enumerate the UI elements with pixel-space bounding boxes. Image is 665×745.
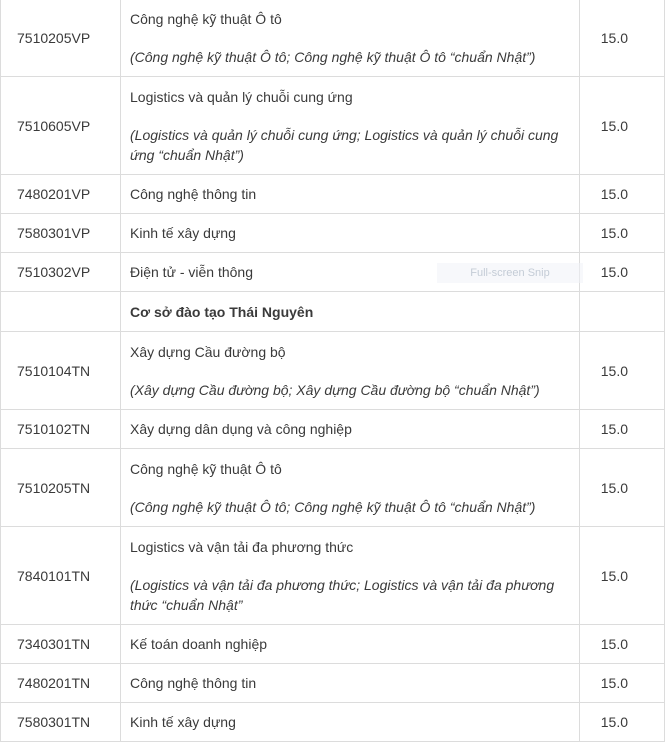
admission-score: 15.0 bbox=[580, 703, 665, 742]
program-name-cell bbox=[121, 77, 580, 175]
section-score-cell bbox=[580, 292, 665, 332]
program-name-cell bbox=[121, 527, 580, 625]
table-row bbox=[1, 664, 665, 703]
program-code: 7480201TN bbox=[1, 664, 121, 703]
program-name-cell bbox=[121, 214, 580, 253]
admission-score: 15.0 bbox=[580, 0, 665, 77]
admission-score: 15.0 bbox=[580, 175, 665, 214]
program-name: Điện tử - viễn thông bbox=[130, 264, 253, 280]
program-variants: (Logistics và vận tải đa phương thức; Logistics và vận tải đa phương thức “chuẩn Nhật” bbox=[130, 576, 555, 613]
program-code: 7510205VP bbox=[1, 0, 121, 77]
table-row bbox=[1, 175, 665, 214]
table-row bbox=[1, 332, 665, 410]
table-row bbox=[1, 449, 665, 527]
program-name-cell bbox=[121, 625, 580, 664]
program-variants: (Công nghệ kỹ thuật Ô tô; Công nghệ kỹ thuật Ô tô “chuẩn Nhật”) bbox=[130, 498, 536, 515]
admission-score: 15.0 bbox=[580, 449, 665, 527]
program-name: Logistics và quản lý chuỗi cung ứng bbox=[130, 88, 353, 105]
admission-score: 15.0 bbox=[580, 625, 665, 664]
program-name: Kế toán doanh nghiệp bbox=[130, 636, 268, 652]
program-name-cell bbox=[121, 703, 580, 742]
program-name: Logistics và vận tải đa phương thức bbox=[130, 538, 354, 555]
table-row bbox=[1, 253, 665, 292]
program-code: 7510102TN bbox=[1, 410, 121, 449]
program-variants: (Xây dựng Cầu đường bộ; Xây dựng Cầu đường bộ “chuẩn Nhật”) bbox=[130, 381, 540, 398]
section-title-cell bbox=[121, 292, 580, 332]
program-name-cell bbox=[121, 253, 580, 292]
program-code: 7510302VP bbox=[1, 253, 121, 292]
admission-score: 15.0 bbox=[580, 410, 665, 449]
admission-score: 15.0 bbox=[580, 253, 665, 292]
program-code: 7580301VP bbox=[1, 214, 121, 253]
program-name: Kinh tế xây dựng bbox=[130, 225, 236, 241]
table-row bbox=[1, 625, 665, 664]
program-name: Xây dựng Cầu đường bộ bbox=[130, 343, 286, 360]
program-name: Kinh tế xây dựng bbox=[130, 714, 236, 730]
program-name-cell bbox=[121, 664, 580, 703]
section-code-cell bbox=[1, 292, 121, 332]
admission-score: 15.0 bbox=[580, 332, 665, 410]
program-variants: (Logistics và quản lý chuỗi cung ứng; Logistics và quản lý chuỗi cung ứng “chuẩn Nhật”) bbox=[130, 126, 559, 163]
program-code: 7580301TN bbox=[1, 703, 121, 742]
program-name-cell bbox=[121, 175, 580, 214]
table-row bbox=[1, 410, 665, 449]
program-code: 7480201VP bbox=[1, 175, 121, 214]
table-row bbox=[1, 77, 665, 175]
program-code: 7840101TN bbox=[1, 527, 121, 625]
table-row bbox=[1, 214, 665, 253]
program-name-cell bbox=[121, 0, 580, 77]
program-code: 7510605VP bbox=[1, 77, 121, 175]
program-name: Công nghệ kỹ thuật Ô tô bbox=[130, 460, 282, 477]
program-name-cell bbox=[121, 449, 580, 527]
admission-score: 15.0 bbox=[580, 77, 665, 175]
section-row bbox=[1, 292, 665, 332]
admission-score: 15.0 bbox=[580, 664, 665, 703]
admission-score: 15.0 bbox=[580, 214, 665, 253]
program-name-cell bbox=[121, 410, 580, 449]
program-name: Công nghệ thông tin bbox=[130, 186, 257, 202]
program-code: 7340301TN bbox=[1, 625, 121, 664]
program-code: 7510205TN bbox=[1, 449, 121, 527]
table-row bbox=[1, 527, 665, 625]
table-row bbox=[1, 0, 665, 77]
program-code: 7510104TN bbox=[1, 332, 121, 410]
section-title: Cơ sở đào tạo Thái Nguyên bbox=[130, 303, 314, 320]
program-name: Công nghệ thông tin bbox=[130, 675, 257, 691]
program-variants: (Công nghệ kỹ thuật Ô tô; Công nghệ kỹ thuật Ô tô “chuẩn Nhật”) bbox=[130, 48, 536, 65]
program-name: Công nghệ kỹ thuật Ô tô bbox=[130, 10, 282, 27]
program-name-cell bbox=[121, 332, 580, 410]
table-row bbox=[1, 703, 665, 742]
admission-score: 15.0 bbox=[580, 527, 665, 625]
snip-tooltip: Full-screen Snip bbox=[437, 263, 583, 283]
program-name: Xây dựng dân dụng và công nghiệp bbox=[130, 421, 352, 437]
